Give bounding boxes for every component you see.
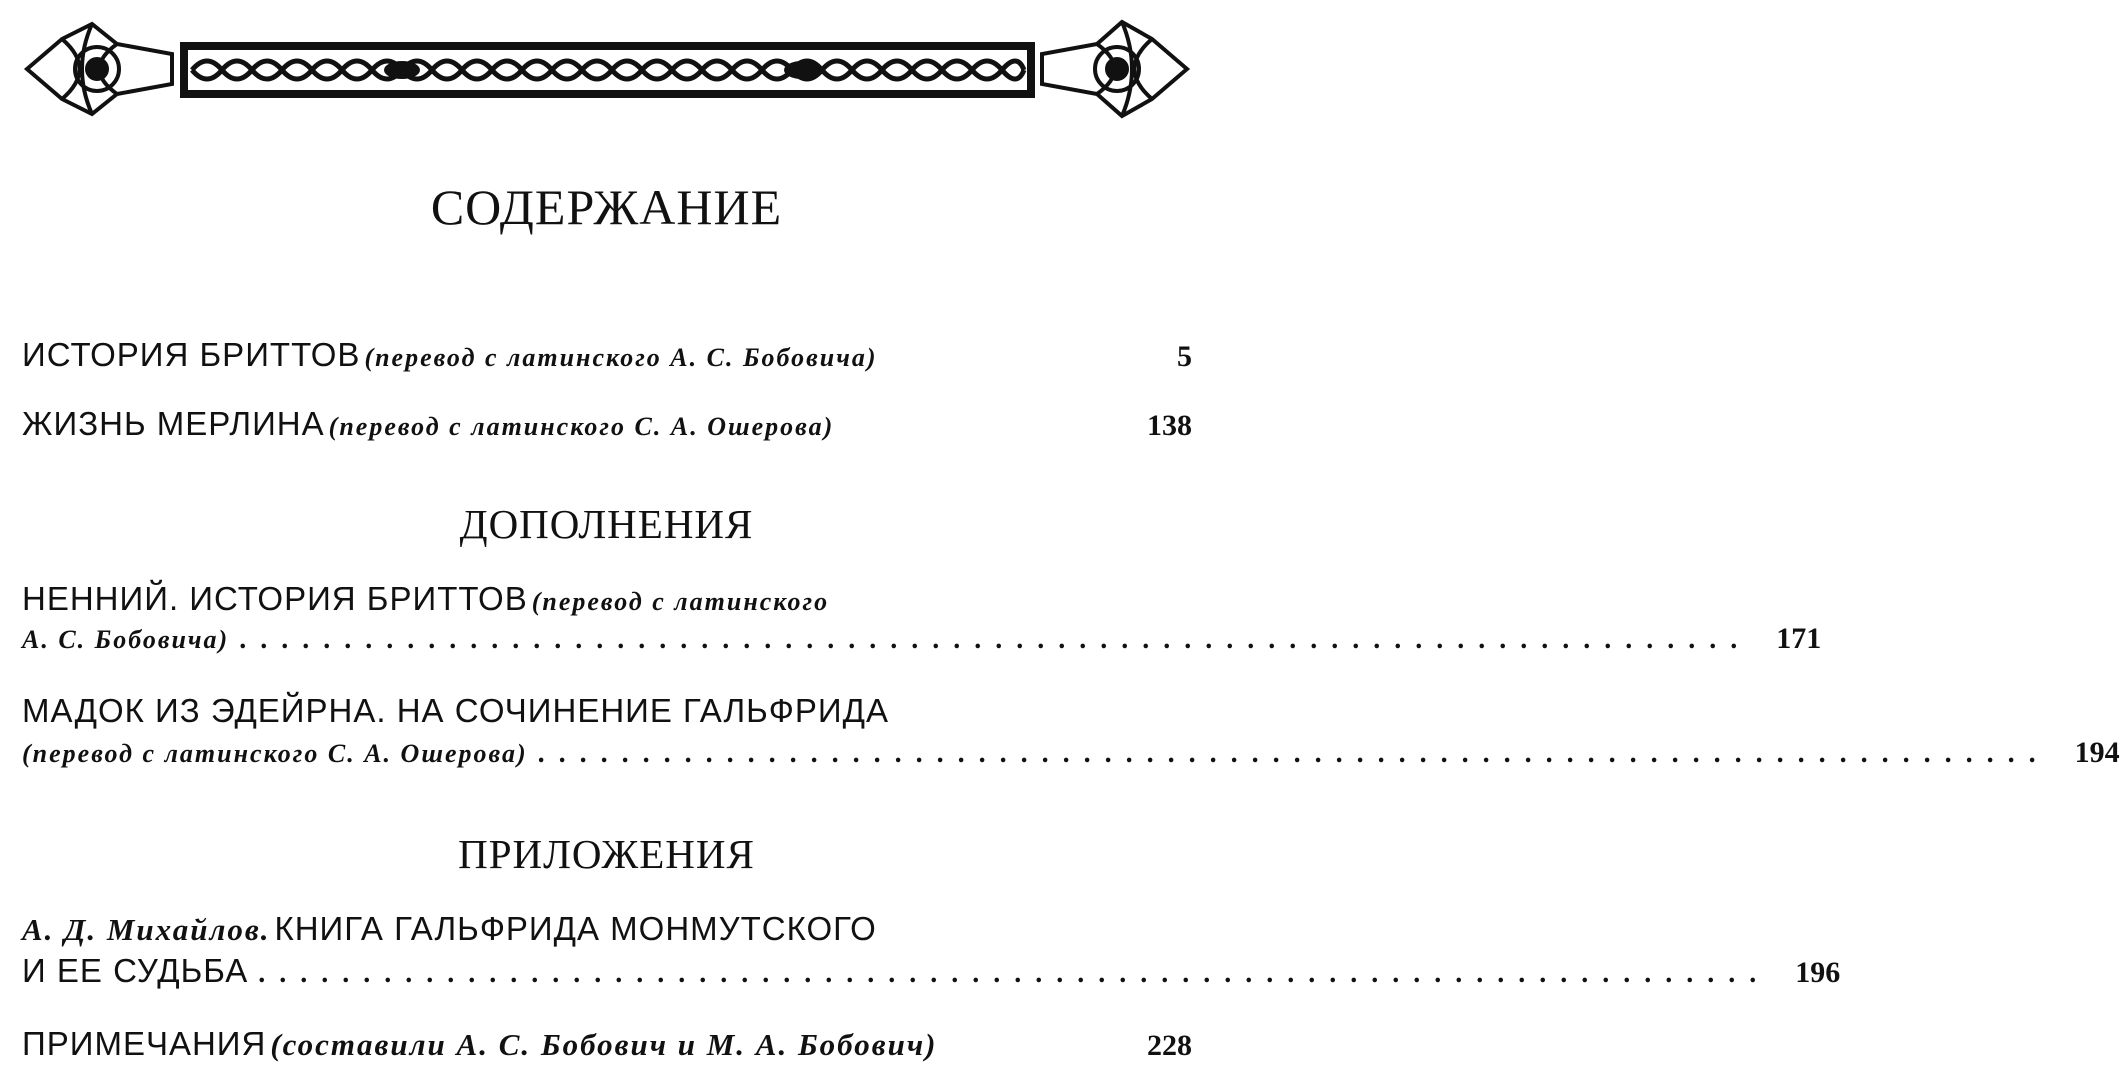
dot-leader: ........................................................................ bbox=[537, 738, 2050, 769]
entry-note: (перевод с латинского А. С. Бобовича) bbox=[364, 343, 878, 372]
entry-note: (перевод с латинского bbox=[531, 587, 830, 616]
dot-leader: ........................................................................ bbox=[258, 958, 1771, 989]
entry-title: ЖИЗНЬ МЕРЛИНА bbox=[22, 405, 325, 442]
entry-note-cont: А. С. Бобовича) bbox=[22, 625, 230, 654]
toc-entry-nennius bbox=[22, 580, 1822, 656]
toc-entry-mikhailov bbox=[22, 910, 1841, 990]
page-number: 171 bbox=[1776, 622, 1822, 655]
celtic-knot-border-icon bbox=[22, 14, 1192, 124]
toc-entry-madoc bbox=[22, 692, 2120, 770]
toc-entry-merlin bbox=[22, 405, 1192, 443]
entry-note: (перевод с латинского С. А. Ошерова) bbox=[22, 739, 528, 768]
entry-title: ПРИМЕЧАНИЯ bbox=[22, 1025, 267, 1062]
section-heading-appendices: ПРИЛОЖЕНИЯ bbox=[458, 831, 755, 877]
entry-title: КНИГА ГАЛЬФРИДА МОНМУТСКОГО bbox=[274, 910, 877, 947]
page-number: 196 bbox=[1795, 956, 1841, 989]
right-knot-icon bbox=[1042, 22, 1187, 116]
section-heading-supplements: ДОПОЛНЕНИЯ bbox=[459, 501, 754, 547]
page-number: 194 bbox=[2074, 736, 2120, 769]
entry-title-cont: И ЕЕ СУДЬБА bbox=[22, 952, 249, 989]
entry-note: (перевод с латинского С. А. Ошерова) bbox=[328, 412, 835, 441]
toc-entry-history bbox=[22, 336, 1192, 374]
entry-title: МАДОК ИЗ ЭДЕЙРНА. НА СОЧИНЕНИЕ ГАЛЬФРИДА bbox=[22, 692, 889, 729]
entry-title: ИСТОРИЯ БРИТТОВ bbox=[22, 336, 361, 373]
page-number: 228 bbox=[1147, 1029, 1192, 1062]
entry-author: А. Д. Михайлов. bbox=[22, 912, 271, 947]
page-number: 138 bbox=[1147, 409, 1192, 442]
page-title: СОДЕРЖАНИЕ bbox=[430, 179, 783, 235]
entry-title: НЕННИЙ. ИСТОРИЯ БРИТТОВ bbox=[22, 580, 528, 617]
entry-note: (составили А. С. Бобович и М. А. Бобович) bbox=[270, 1027, 938, 1062]
dot-leader: ........................................................................ bbox=[239, 624, 1752, 655]
page-number: 5 bbox=[1177, 340, 1192, 373]
toc-entry-notes bbox=[22, 1025, 1192, 1063]
left-knot-icon bbox=[27, 24, 172, 114]
